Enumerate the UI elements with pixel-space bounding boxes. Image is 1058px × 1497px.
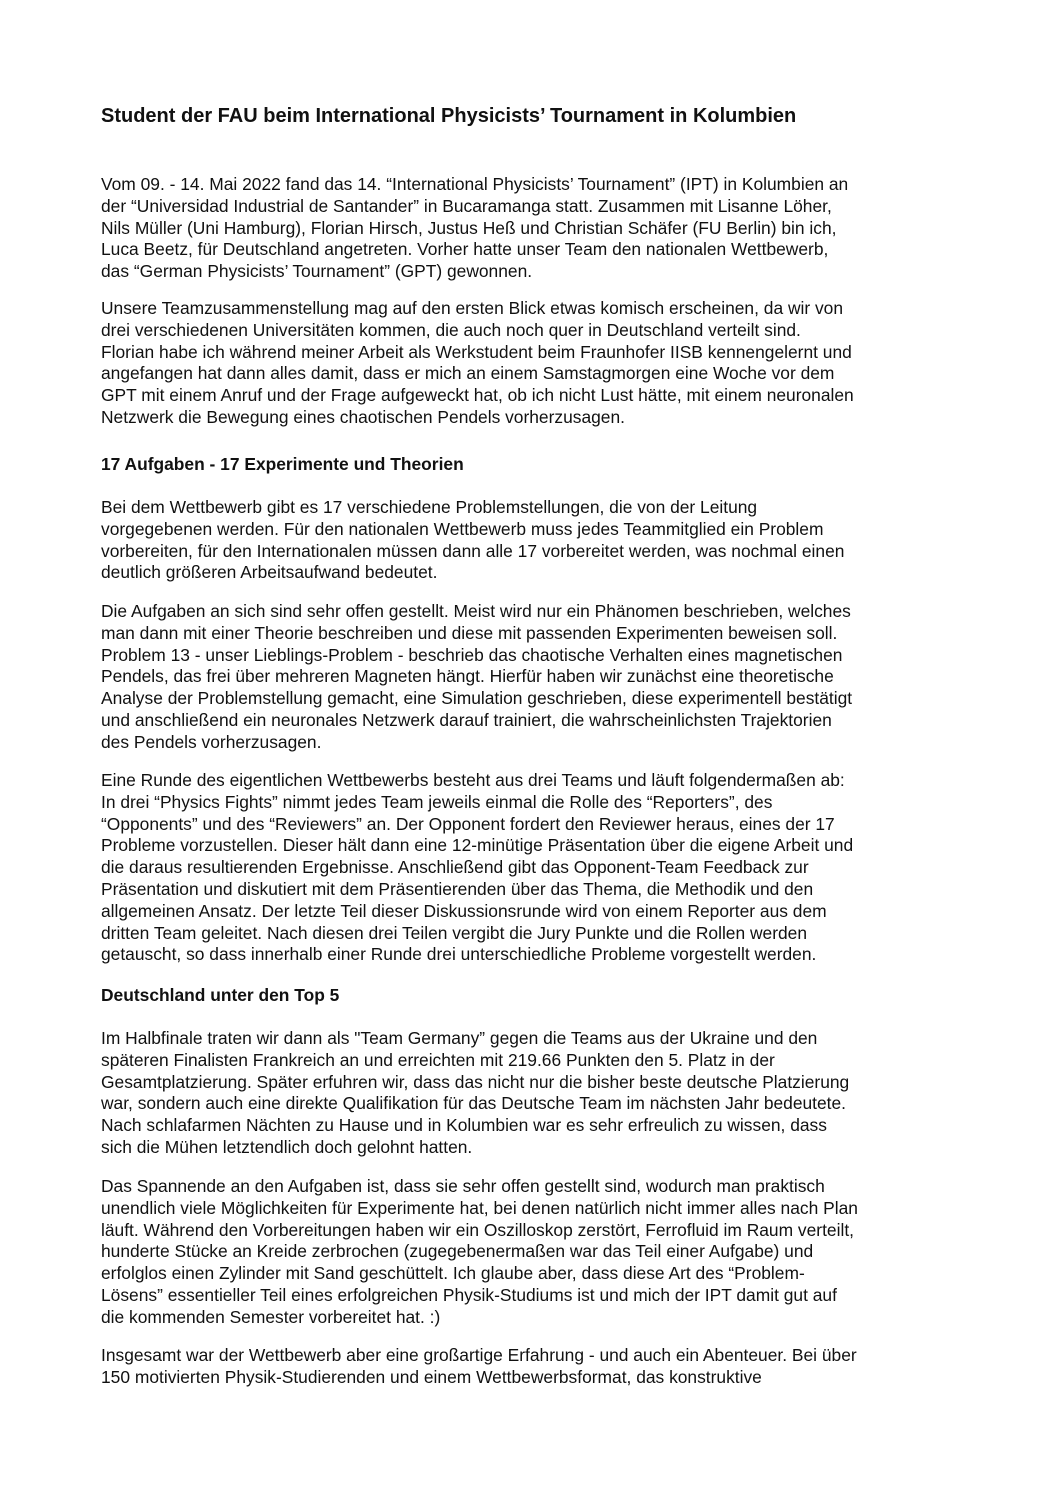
text-line: vorgegebenen werden. Für den nationalen Wettbewerb muss jedes Teammitglied ein Problem — [101, 518, 824, 539]
text-line: man dann mit einer Theorie beschreiben und diese mit passenden Experimenten beweisen soll. — [101, 622, 838, 643]
text-line: drei verschiedenen Universitäten kommen, die auch noch quer in Deutschland verteilt sind. — [101, 319, 801, 340]
text-line: sich die Mühen letztendlich doch gelohnt hatten. — [101, 1136, 473, 1157]
text-line: In drei “Physics Fights” nimmt jedes Team jeweils einmal die Rolle des “Reporters”, des — [101, 791, 773, 812]
text-line: das “German Physicists’ Tournament” (GPT) gewonnen. — [101, 261, 533, 282]
paragraph-intro — [101, 174, 981, 283]
text-line: Netzwerk die Bewegung eines chaotischen Pendels vorherzusagen. — [101, 406, 625, 427]
text-line: Luca Beetz, für Deutschland angetreten. Vorher hatte unser Team den nationalen Wettbewerb, — [101, 239, 829, 260]
text-line: Problem 13 - unser Lieblings-Problem - beschrieb das chaotische Verhalten eines magnetischen — [101, 644, 843, 665]
text-line: Gesamtplatzierung. Später erfuhren wir, dass das nicht nur die bisher beste deutsche Platzierung — [101, 1071, 850, 1092]
text-line: angefangen hat dann alles damit, dass er mich an einem Samstagmorgen eine Woche vor dem — [101, 363, 835, 384]
text-line: Nils Müller (Uni Hamburg), Florian Hirsch, Justus Heß und Christian Schäfer (FU Berlin) bin ich, — [101, 217, 837, 238]
paragraph-round — [101, 770, 981, 966]
text-line: erfolglos einen Zylinder mit Sand geschüttelt. Ich glaube aber, dass diese Art des “Problem- — [101, 1263, 805, 1284]
text-line: 150 motivierten Physik-Studierenden und einem Wettbewerbsformat, das konstruktive — [101, 1366, 762, 1387]
text-line: getauscht, so dass innerhalb einer Runde drei unterschiedliche Probleme vorgestellt werden. — [101, 944, 817, 965]
text-line: Insgesamt war der Wettbewerb aber eine großartige Erfahrung - und auch ein Abenteuer. Bei über — [101, 1345, 857, 1365]
text-line: Eine Runde des eigentlichen Wettbewerbs besteht aus drei Teams und läuft folgendermaßen ab: — [101, 770, 845, 790]
text-line: Lösens” essentieller Teil eines erfolgreichen Physik-Studiums ist und mich der IPT damit gut auf — [101, 1284, 837, 1305]
text-line: des Pendels vorherzusagen. — [101, 731, 322, 752]
text-line: war, sondern auch eine direkte Qualifikation für das Deutsche Team im nächsten Jahr bedeutete. — [101, 1093, 847, 1114]
text-line: Die Aufgaben an sich sind sehr offen gestellt. Meist wird nur ein Phänomen beschrieben, welches — [101, 601, 851, 621]
text-line: Im Halbfinale traten wir dann als "Team Germany” gegen die Teams aus der Ukraine und den — [101, 1028, 818, 1048]
text-line: Das Spannende an den Aufgaben ist, dass sie sehr offen gestellt sind, wodurch man praktisch — [101, 1176, 825, 1196]
text-line: Unsere Teamzusammenstellung mag auf den ersten Blick etwas komisch erscheinen, da wir von — [101, 298, 844, 318]
text-line: die daraus resultierenden Ergebnisse. Anschließend gibt das Opponent-Team Feedback zur — [101, 857, 809, 878]
text-line: Präsentation und diskutiert mit dem Präsentierenden über das Thema, die Methodik und den — [101, 878, 814, 899]
text-line: läuft. Während den Vorbereitungen haben wir ein Oszilloskop zerstört, Ferrofluid im Raum verteilt, — [101, 1219, 854, 1240]
text-line: Nach schlafarmen Nächten zu Hause und in Kolumbien war es sehr erfreulich zu wissen, dass — [101, 1115, 827, 1136]
text-line: dritten Team geleitet. Nach diesen drei Teilen vergibt die Jury Punkte und die Rollen werden — [101, 922, 808, 943]
text-line: die kommenden Semester vorbereitet hat. :) — [101, 1306, 441, 1327]
text-line: späteren Finalisten Frankreich an und erreichten mit 219.66 Punkten den 5. Platz in der — [101, 1049, 775, 1070]
paragraph-semifinal — [101, 1028, 981, 1159]
paragraph-tasks — [101, 601, 981, 754]
text-line: GPT mit einem Anruf und der Frage aufgeweckt hat, ob ich nicht Lust hätte, mit einem neuronalen — [101, 385, 854, 406]
paragraph-experiments — [101, 1176, 981, 1329]
paragraph-conclusion — [101, 1345, 981, 1389]
text-line: der “Universidad Industrial de Santander” in Bucaramanga statt. Zusammen mit Lisanne Löher, — [101, 195, 832, 216]
text-line: “Opponents” und des “Reviewers” an. Der Opponent fordert den Reviewer heraus, eines der 17 — [101, 813, 835, 834]
text-line: Probleme vorzustellen. Dieser hält dann eine 12-minütige Präsentation über die eigene Arbeit und — [101, 835, 854, 856]
text-line: hunderte Stücke an Kreide zerbrochen (zugegebenermaßen war das Teil einer Aufgabe) und — [101, 1241, 814, 1262]
text-line: Bei dem Wettbewerb gibt es 17 verschiedene Problemstellungen, die von der Leitung — [101, 497, 758, 517]
document-title: Student der FAU beim International Physicists’ Tournament in Kolumbien — [101, 105, 797, 127]
text-line: allgemeinen Ansatz. Der letzte Teil dieser Diskussionsrunde wird von einem Reporter aus dem — [101, 900, 827, 921]
paragraph-problems — [101, 497, 981, 584]
text-line: Analyse der Problemstellung gemacht, eine Simulation geschrieben, diese experimentell bestätigt — [101, 688, 853, 709]
text-line: vorbereiten, für den Internationalen müssen dann alle 17 vorbereitet werden, was nochmal einen — [101, 540, 845, 561]
text-line: Vom 09. - 14. Mai 2022 fand das 14. “International Physicists’ Tournament” (IPT) in Kolumbien an — [101, 174, 849, 194]
text-line: Pendels, das frei über mehreren Magneten hängt. Hierfür haben wir zunächst eine theoretische — [101, 666, 834, 687]
text-line: unendlich viele Möglichkeiten für Experimente hat, bei denen natürlich nicht immer alles nach Plan — [101, 1197, 858, 1218]
section-heading-top5: Deutschland unter den Top 5 — [101, 985, 340, 1005]
text-line: deutlich größeren Arbeitsaufwand bedeutet. — [101, 562, 438, 583]
text-line: Florian habe ich während meiner Arbeit als Werkstudent beim Fraunhofer IISB kennengelernt und — [101, 341, 852, 362]
section-heading-aufgaben: 17 Aufgaben - 17 Experimente und Theorien — [101, 454, 464, 474]
text-line: und anschließend ein neuronales Netzwerk darauf trainiert, die wahrscheinlichsten Trajektorien — [101, 709, 832, 730]
paragraph-team — [101, 298, 981, 429]
